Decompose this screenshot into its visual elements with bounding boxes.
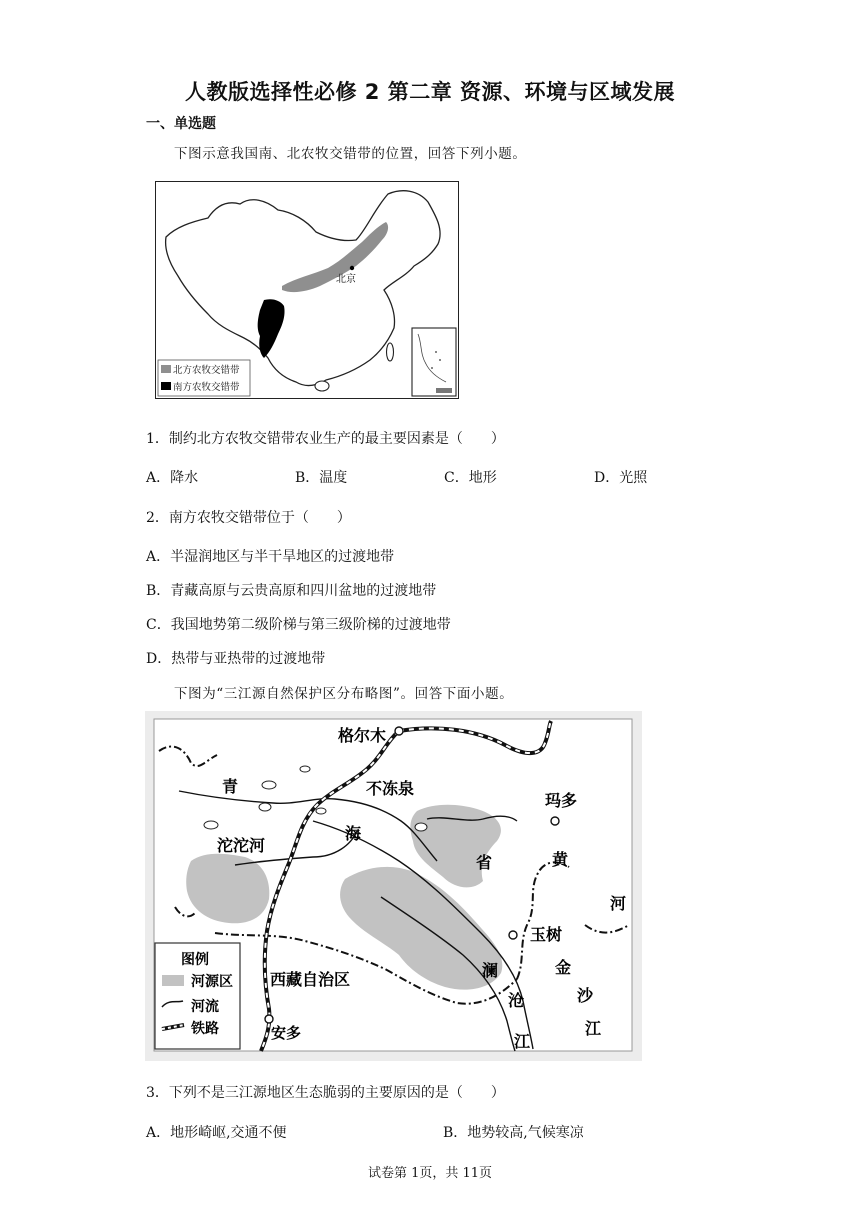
page-title: 人教版选择性必修 2 第二章 资源、环境与区域发展 (184, 80, 676, 104)
label-cang: 沧 (508, 991, 525, 1010)
label-yushu: 玉树 (530, 925, 563, 944)
label-lan: 澜 (482, 961, 499, 980)
beijing-label: 北京 (336, 274, 356, 285)
legend-north-swatch (161, 365, 171, 373)
label-qing: 青 (222, 777, 239, 796)
question-1-option-d[interactable]: D．光照 (594, 470, 648, 486)
china-ecotone-map (155, 181, 459, 399)
question-1-option-c[interactable]: C．地形 (444, 470, 497, 486)
page-footer: 试卷第 1页，共 11页 (367, 1166, 493, 1181)
label-huang: 黄 (552, 850, 569, 869)
yushu-point (509, 931, 517, 939)
legend-railway-label: 铁路 (191, 1021, 219, 1037)
question-1-option-b[interactable]: B．温度 (295, 470, 348, 486)
label-geermu: 格尔木 (338, 726, 387, 745)
group2-intro: 下图为“三江源自然保护区分布略图”。回答下面小题。 (174, 686, 514, 702)
label-he: 河 (610, 894, 627, 913)
label-sheng: 省 (476, 853, 493, 872)
sanjiangyuan-map (145, 711, 642, 1061)
legend-source-swatch (162, 975, 184, 986)
question-1-option-a[interactable]: A．降水 (146, 470, 199, 486)
label-jin: 金 (555, 958, 572, 977)
label-sha: 沙 (577, 986, 594, 1005)
legend-source-label: 河源区 (191, 974, 233, 990)
legend-south-swatch (161, 382, 171, 390)
taiwan-island (387, 343, 394, 361)
label-anduo: 安多 (271, 1024, 302, 1042)
question-3-option-b[interactable]: B．地势较高,气候寒凉 (443, 1125, 584, 1141)
question-2-option-a[interactable]: A．半湿润地区与半干旱地区的过渡地带 (146, 549, 395, 565)
question-1-stem: 1．制约北方农牧交错带农业生产的最主要因素是（ ） (146, 431, 505, 447)
question-2-option-b[interactable]: B．青藏高原与云贵高原和四川盆地的过渡地带 (146, 583, 437, 599)
section-heading: 一、单选题 (146, 116, 216, 132)
beijing-point (350, 266, 354, 270)
question-2-option-c[interactable]: C．我国地势第二级阶梯与第三级阶梯的过渡地带 (146, 617, 451, 633)
anduo-point (265, 1015, 273, 1023)
label-jiang-lancang: 江 (514, 1032, 531, 1051)
question-2-option-d[interactable]: D．热带与亚热带的过渡地带 (146, 651, 326, 667)
label-maduo: 玛多 (545, 791, 578, 810)
geermu-point (395, 727, 403, 735)
label-tuotuohe: 沱沱河 (217, 836, 266, 855)
maduo-point (551, 817, 559, 825)
legend-title: 图例 (181, 952, 209, 968)
label-jiang-jinsha: 江 (585, 1019, 602, 1038)
legend-north-label: 北方农牧交错带 (173, 365, 240, 376)
legend-river-label: 河流 (191, 999, 219, 1015)
south-china-sea-inset (412, 328, 456, 396)
label-budongquan: 不冻泉 (366, 779, 415, 798)
china-map-figure (156, 182, 458, 398)
label-xizang: 西藏自治区 (270, 970, 351, 989)
group1-intro: 下图示意我国南、北农牧交错带的位置，回答下列小题。 (174, 146, 527, 162)
label-hai: 海 (345, 824, 362, 843)
question-3-stem: 3．下列不是三江源地区生态脆弱的主要原因的是（ ） (146, 1085, 505, 1101)
sanjiangyuan-figure (145, 711, 642, 1061)
question-2-stem: 2．南方农牧交错带位于（ ） (146, 510, 351, 526)
question-3-option-a[interactable]: A．地形崎岖,交通不便 (146, 1125, 287, 1141)
hainan-island (315, 381, 329, 391)
legend-south-label: 南方农牧交错带 (173, 382, 240, 393)
